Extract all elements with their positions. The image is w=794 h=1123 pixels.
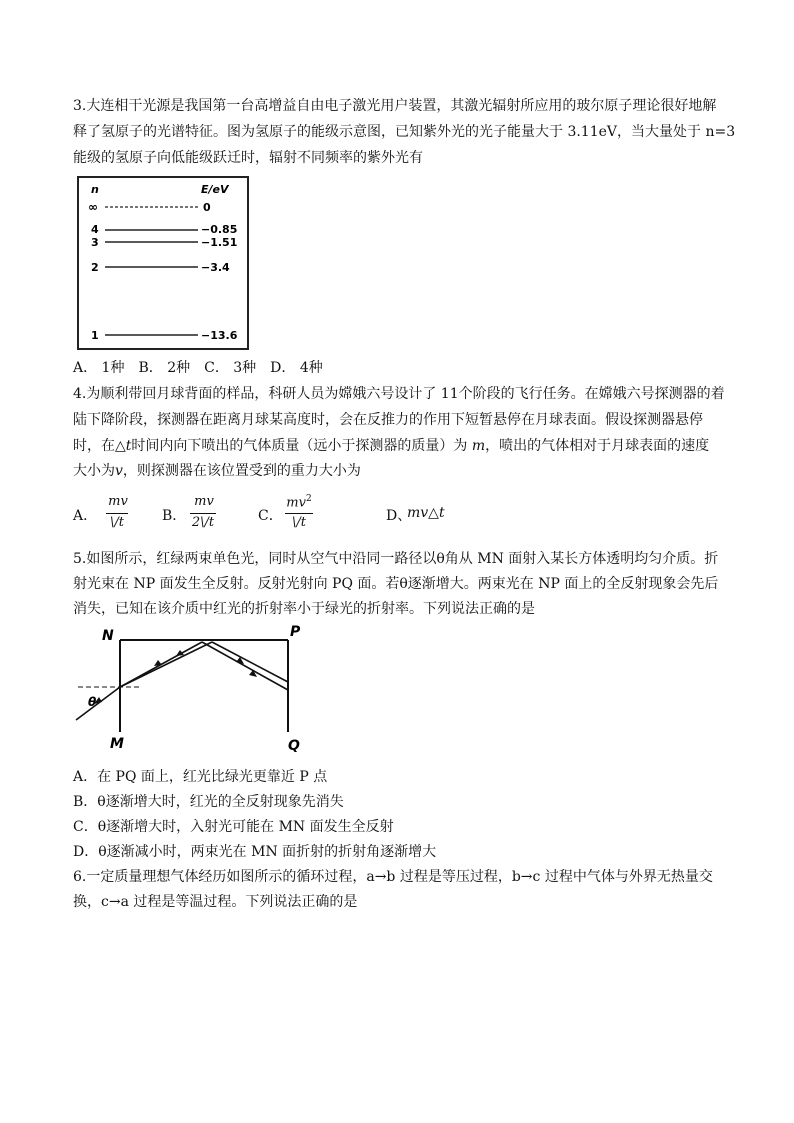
reflected-ray-2: [212, 642, 288, 682]
reflected-arrow-2: [249, 670, 257, 677]
q4-option-d-label: D、: [386, 508, 412, 524]
q5-stem-line-1: 5.如图所示，红绿两束单色光，同时从空气中沿同一路径以θ角从 MN 面射入某长方体透明均匀介质。折: [73, 551, 719, 567]
q4-option-c-fraction-bar: [285, 513, 313, 514]
n-axis-header: n: [91, 183, 99, 196]
q4-option-c-label: C．: [258, 508, 283, 524]
q4-option-a-label: A．: [73, 508, 98, 524]
q5-option-b: B．θ逐渐增大时，红光的全反射现象先消失: [73, 794, 344, 810]
q4-option-b-numerator: mv: [194, 494, 214, 509]
q5-option-d: D．θ逐渐减小时，两束光在 MN 面折射的折射角逐渐增大: [73, 844, 437, 860]
refraction-diagram: [72, 620, 312, 758]
q4-stem-line-3: 时，在△t时间内向下喷出的气体质量（远小于探测器的质量）为 m，喷出的气体相对于月球表面的速度: [73, 438, 710, 454]
point-p-label: P: [290, 624, 301, 640]
q4-stem-line-1: 4.为顺利带回月球背面的样品，科研人员为嫦娥六号设计了 11个阶段的飞行任务。在嫦娥六号探测器的着: [73, 386, 725, 402]
level-inf-energy: 0: [203, 201, 211, 214]
q6-stem-line-1: 6.一定质量理想气体经历如图所示的循环过程，a→b 过程是等压过程，b→c 过程中气体与外界无热量交: [73, 869, 713, 885]
theta-label: θ: [88, 695, 97, 709]
q3-options: A． 1种 B． 2种 C． 3种 D． 4种: [73, 360, 323, 376]
q5-stem-line-3: 消失，已知在该介质中红光的折射率小于绿光的折射率。下列说法正确的是: [73, 601, 535, 617]
q4-option-d-text: mv△t: [407, 505, 445, 521]
level-3-n: 3: [91, 236, 99, 249]
q3-stem-line-3: 能级的氢原子向低能级跃迁时，辐射不同频率的紫外光有: [73, 150, 423, 166]
q4-option-b-denominator: 2\/t: [191, 515, 215, 530]
q4-option-c-numerator: $mv^2$: [286, 494, 312, 511]
refracted-arrow-1: [154, 660, 162, 666]
refracted-ray-2: [120, 642, 212, 687]
q4-stem-line-2: 陆下降阶段，探测器在距离月球某高度时，会在反推力的作用下短暂悬停在月球表面。假设探测器悬停: [73, 412, 703, 428]
reflected-ray-1: [202, 642, 288, 690]
level-1-n: 1: [91, 329, 99, 342]
point-q-label: Q: [288, 738, 300, 754]
e-axis-header: E/eV: [201, 183, 229, 196]
level-inf-n: ∞: [88, 200, 98, 214]
level-4-n: 4: [91, 223, 99, 236]
q4-option-a-numerator: mv: [108, 494, 128, 509]
energy-level-diagram: [77, 176, 249, 352]
q4-option-b-fraction-bar: [190, 513, 216, 514]
incident-ray: [76, 687, 120, 720]
level-4-energy: −0.85: [201, 223, 238, 236]
q4-stem-line-4: 大小为v，则探测器在该位置受到的重力大小为: [73, 463, 361, 479]
q6-stem-line-2: 换，c→a 过程是等温过程。下列说法正确的是: [73, 894, 358, 910]
level-3-energy: −1.51: [201, 236, 238, 249]
point-m-label: M: [110, 736, 124, 752]
point-n-label: N: [102, 628, 114, 644]
q5-option-c: C．θ逐渐增大时，入射光可能在 MN 面发生全反射: [73, 819, 394, 835]
level-1-energy: −13.6: [201, 329, 238, 342]
q5-option-a: A．在 PQ 面上，红光比绿光更靠近 P 点: [73, 769, 328, 785]
q5-stem-line-2: 射光束在 NP 面发生全反射。反射光射向 PQ 面。若θ逐渐增大。两束光在 NP 面上的全反射现象会先后: [73, 576, 719, 592]
level-2-energy: −3.4: [201, 261, 230, 274]
q4-option-a-denominator: \/t: [110, 515, 124, 530]
level-2-n: 2: [91, 261, 99, 274]
q4-option-a-fraction-bar: [106, 513, 128, 514]
q3-stem-line-1: 3.大连相干光源是我国第一台高增益自由电子激光用户装置，其激光辐射所应用的玻尔原子理论很好地解: [73, 98, 717, 114]
q4-option-c-denominator: \/t: [292, 515, 306, 530]
q4-option-b-label: B．: [162, 508, 187, 524]
q3-stem-line-2: 释了氢原子的光谱特征。图为氢原子的能级示意图，已知紫外光的光子能量大于 3.11eV，当大量处于 n=3: [73, 124, 736, 140]
